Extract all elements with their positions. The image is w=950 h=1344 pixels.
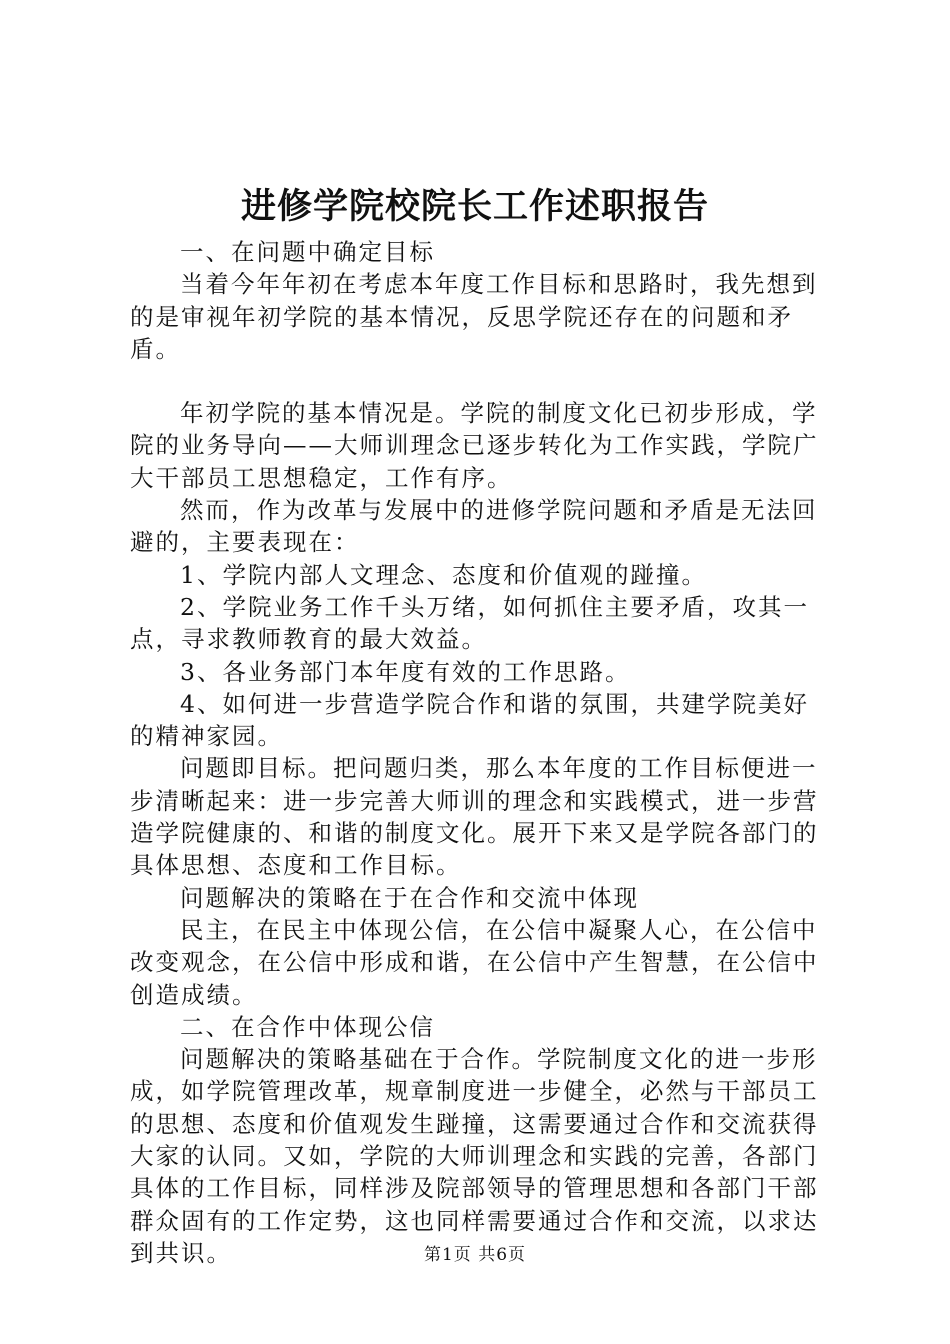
- paragraph: 问题解决的策略基础在于合作。学院制度文化的进一步形成，如学院管理改革，规章制度进一步健全，必然与干部员工的思想、态度和价值观发生踫撞，这需要通过合作和交流获得大家的认同。又如，学院的大师训理念和实践的完善，各部门具体的工作目标，同样涉及院部领导的管理思想和各部门干部群众固有的工作定势，这也同样需要通过合作和交流，以求达到共识。: [130, 1045, 819, 1267]
- page-footer: 第1页 共6页: [423, 1245, 527, 1265]
- paragraph: 问题即目标。把问题归类，那么本年度的工作目标便进一步清晰起来：进一步完善大师训的理念和实践模式，进一步营造学院健康的、和谐的制度文化。展开下来又是学院各部门的具体思想、态度和工作目标。: [130, 754, 819, 880]
- list-item: 2、学院业务工作千头万绪，如何抓住主要矛盾，攻其一点，寻求教师教育的最大效益。: [130, 592, 809, 654]
- paragraph: 年初学院的基本情况是。学院的制度文化已初步形成，学院的业务导向——大师训理念已逐步转化为工作实践，学院广大干部员工思想稳定，工作有序。: [130, 399, 819, 492]
- document-body: [130, 236, 830, 1269]
- list-item: 4、如何进一步营造学院合作和谐的氛围，共建学院美好的精神家园。: [130, 689, 809, 751]
- list-item: 1、学院内部人文理念、态度和价值观的踫撞。: [180, 560, 707, 589]
- paragraph: 民主，在民主中体现公信，在公信中凝聚人心，在公信中改变观念，在公信中形成和谐，在公信中产生智慧，在公信中创造成绩。: [130, 915, 819, 1009]
- paragraph: 然而，作为改革与发展中的进修学院问题和矛盾是无法回避的，主要表现在：: [130, 496, 818, 557]
- paragraph: 问题解决的策略在于在合作和交流中体现: [180, 883, 639, 912]
- section-heading-2: 二、在合作中体现公信: [180, 1012, 435, 1041]
- section-heading-1: 一、在问题中确定目标: [180, 238, 435, 266]
- paragraph: 当着今年年初在考虑本年度工作目标和思路时，我先想到的是审视年初学院的基本情况，反思学院还存在的问题和矛盾。: [130, 270, 818, 363]
- list-item: 3、各业务部门本年度有效的工作思路。: [180, 657, 631, 686]
- document-title: 进修学院校院长工作述职报告: [240, 186, 709, 227]
